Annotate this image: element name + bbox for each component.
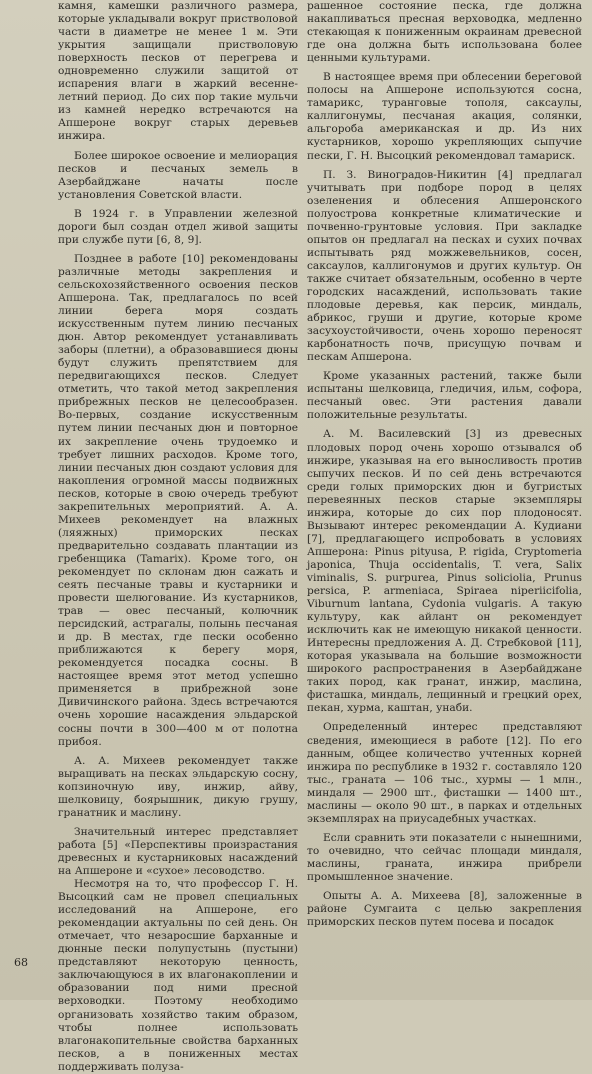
paragraph: Если сравнить эти показатели с нынешними, то очевидно, что сейчас площади миндаля, маслины, граната, инжира прибрели промышленное значение. — [307, 831, 582, 883]
paragraph: В настоящее время при облесении береговой полосы на Апшероне используются сосна, тамарикс, туранговые тополя, саксаулы, каллигонумы, песчаная акация, солянки, альгороба американская и др. Из них кустарников, хорошо укрепляющих сыпучие пески, Г. Н. Высоцкий рекомендовал тамариск. — [307, 71, 582, 162]
paragraph: А. А. Михеев рекомендует также выращивать на песках эльдарскую сосну, копзиночную иву, инжир, айву, шелковицу, боярышник, дикую грушу, гранатник и маслину. — [58, 754, 298, 819]
paragraph: Опыты А. А. Михеева [8], заложенные в районе Сумгаита с целью закрепления приморских песков путем посева и посадок — [307, 890, 582, 929]
paragraph: рашенное состояние песка, где должна накапливаться пресная верховодка, медленно стекающая к пониженным окраинам древесной где она должна быть использована более ценными культурами. — [307, 0, 582, 65]
paragraph: В 1924 г. в Управлении железной дороги был создан отдел живой защиты при службе пути [6, 8, 9]. — [58, 207, 298, 246]
paragraph: Значительный интерес представляет работа [5] «Перспективы произрастания древесных и кустарниковых насаждений на Апшероне и «сухое» лесоводство. — [58, 825, 298, 877]
page-number: 68 — [14, 956, 28, 969]
paragraph: Несмотря на то, что профессор Г. Н. Высоцкий сам не провел специальных исследований на Апшероне, его рекомендации актуальны по сей день. Он отмечает, что незаросшие барханные и дюнные пески полупустынь (пустыни) представляют некоторую ценность, заключающуюся в их влагонакоплении и образовании под ними пресной верховодки. Поэтому необходимо организовать хозяйство таким образом, чтобы полнее использовать влагонакопительные свойства барханных песков, а в пониженных местах поддерживать полуза- — [58, 878, 298, 1073]
paragraph: П. З. Виноградов-Никитин [4] предлагал учитывать при подборе пород в целях озеленения и облесения Апшеронского полуострова конкретные климатические и почвенно-грунтовые условия. При закладке опытов он предлагал на песках и сухих почвах испытывать ряд можжевельников, сосен, саксаулов, каллигонумов и других культур. Он также считает обязательным, особенно в черте городских насаждений, использовать такие плодовые деревья, как персик, миндаль, абрикос, груши и другие, которые кроме засухоустойчивости, очень хорошо переносят карбонатность почв, присущую почвам и пескам Апшерона. — [307, 168, 582, 364]
paragraph: Определенный интерес представляют сведения, имеющиеся в работе [12]. По его данным, общее количество учтенных корней инжира по республике в 1932 г. составляло 120 тыс., граната — 106 тыс., хурмы — 1 млн., миндаля — 2900 шт., фисташки — 1400 шт., маслины — около 90 шт., в парках и отдельных экземплярах на приусадебных участках. — [307, 721, 582, 825]
paragraph: А. М. Василевский [3] из древесных плодовых пород очень хорошо отзывался об инжире, указывая на его выносливость против сыпучих песков. И по сей день встречаются среди голых приморских дюн и бугристых перевеянных песков старые экземпляры инжира, которые до сих пор плодоносят. Вызывают интерес рекомендации А. Кудиани [7], предлагающего испробовать в условиях Апшерона: Pinus pityusa, P. rigida, Cryptomeria japonica, Thuja occidentalis, T. vera, Salix viminalis, S. purpurea, Pinus soliciolia, Prunus persica, P. armeniaca, Spiraea niperiicifolia, Viburnum lantana, Cydonia vulgaris. А такую культуру, как айлант он рекомендует исключить как не имеющую никакой ценности. Интересны предложения А. Д. Стребковой [11], которая указывала на большие возможности широкого распространения в Азербайджане таких пород, как гранат, инжир, маслина, фисташка, миндаль, лещинный и грецкий орех, пекан, хурма, каштан, унаби. — [307, 428, 582, 715]
left-text-column — [58, 0, 298, 1074]
paragraph: камня, камешки различного размера, которые укладывали вокруг пристволовой части в диаметре не менее 1 м. Эти укрытия защищали пристволовую поверхность песков от перегрева и одновременно служили защитой от испарения влаги в жаркий весенне-летний период. До сих пор такие мульчи из камней нередко встречаются на Апшероне вокруг старых деревьев инжира. — [58, 0, 298, 143]
right-text-column — [307, 0, 582, 929]
paragraph: Позднее в работе [10] рекомендованы различные методы закрепления и сельскохозяйственного освоения песков Апшерона. Так, предлагалось по всей линии берега моря создать искусственным путем линию песчаных дюн. Автор рекомендует устанавливать заборы (плетни), а образовавшиеся дюны будут служить препятствием для передвигающихся песков. Следует отметить, что такой метод закрепления прибрежных песков не целесообразен. Во-первых, создание искусственным путем линии песчаных дюн и повторное их закрепление очень трудоемко и требует лишних расходов. Кроме того, линии песчаных дюн создают условия для накопления огромной массы подвижных песков, которые в свою очередь требуют закрепительных мероприятий. А. А. Михеев рекомендует на влажных (ляяжных) приморских песках предварительно создавать плантации из гребенщика (Tamarix). Кроме того, он рекомендует по склонам дюн сажать и сеять песчаные травы и кустарники и провести шелюгование. Из кустарников, трав — овес песчаный, колючник персидский, астрагалы, полынь песчаная и др. В местах, где пески особенно приближаются к берегу моря, рекомендуется посадка сосны. В настоящее время этот метод успешно применяется в прибрежной зоне Дивичинского района. Здесь встречаются очень хорошие насаждения эльдарской сосны почти в 300—400 м от полотна прибоя. — [58, 252, 298, 748]
paragraph: Кроме указанных растений, также были испытаны шелковица, гледичия, ильм, софора, песчаный овес. Эти растения давали положительные результаты. — [307, 370, 582, 422]
paragraph: Более широкое освоение и мелиорация песков и песчаных земель в Азербайджане начаты после установления Советской власти. — [58, 149, 298, 201]
